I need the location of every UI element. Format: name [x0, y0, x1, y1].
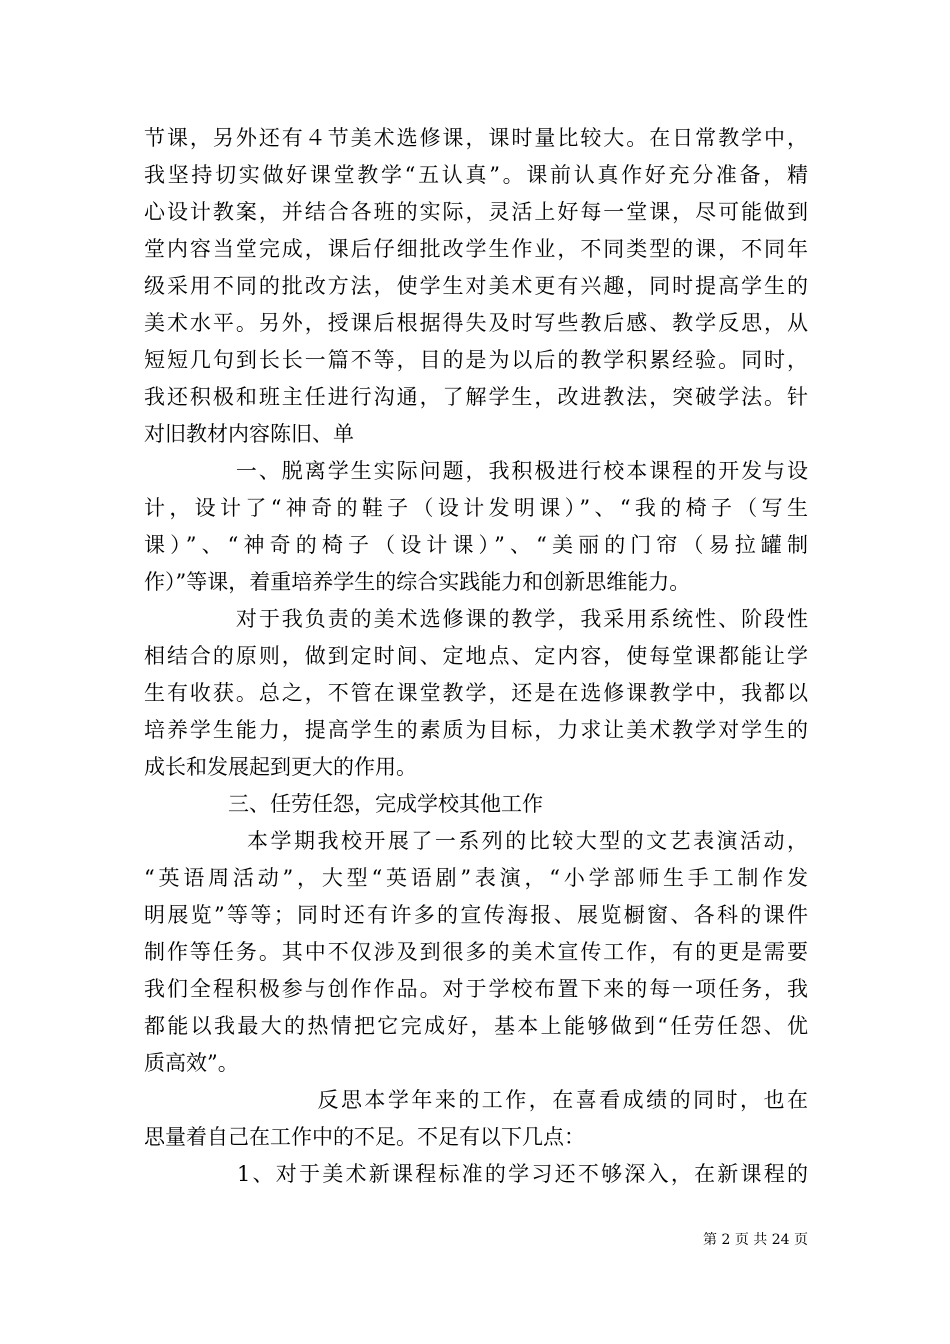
page-number-footer: 第 2 页 共 24 页 — [703, 1232, 808, 1248]
text-line: 我还积极和班主任进行沟通，了解学生，改进教法，突破学法。针 — [144, 385, 808, 409]
text-line: 对于我负责的美术选修课的教学，我采用系统性、阶段性 — [144, 607, 808, 631]
text-line: 都能以我最大的热情把它完成好，基本上能够做到“任劳任怨、优 — [144, 1014, 808, 1038]
section-heading-line: 三、任劳任怨，完成学校其他工作 — [144, 792, 543, 816]
text-line: 堂内容当堂完成，课后仔细批改学生作业，不同类型的课，不同年 — [144, 237, 808, 261]
text-line: 明展览”等等；同时还有许多的宣传海报、展览橱窗、各科的课件 — [144, 903, 808, 927]
section-heading-line: 一、脱离学生实际问题，我积极进行校本课程的开发与设 — [144, 459, 808, 483]
text-line: 作）”等课，着重培养学生的综合实践能力和创新思维能力。 — [144, 570, 691, 594]
text-line: 对旧教材内容陈旧、单 — [144, 422, 354, 446]
text-line: 节课，另外还有４节美术选修课，课时量比较大。在日常教学中， — [144, 126, 808, 150]
text-line: 短短几句到长长一篇不等，目的是为以后的教学积累经验。同时， — [144, 348, 808, 372]
text-line: 制作等任务。其中不仅涉及到很多的美术宣传工作，有的更是需要 — [144, 940, 808, 964]
text-line: 心设计教案，并结合各班的实际，灵活上好每一堂课，尽可能做到 — [144, 200, 808, 224]
text-line: 相结合的原则，做到定时间、定地点、定内容，使每堂课都能让学 — [144, 644, 808, 668]
text-line: 质高效”。 — [144, 1051, 239, 1075]
text-line: 反思本学年来的工作，在喜看成绩的同时，也在 — [144, 1088, 808, 1112]
text-line: 美术水平。另外，授课后根据得失及时写些教后感、教学反思，从 — [144, 311, 808, 335]
text-line: “英语周活动”，大型“英语剧”表演，“小学部师生手工制作发 — [144, 866, 808, 890]
text-line: 生有收获。总之，不管在课堂教学，还是在选修课教学中，我都以 — [144, 681, 808, 705]
text-line: 计，设计了“神奇的鞋子（设计发明课）”、“我的椅子（写生 — [144, 496, 808, 520]
text-line: 我们全程积极参与创作作品。对于学校布置下来的每一项任务，我 — [144, 977, 808, 1001]
text-line: 思量着自己在工作中的不足。不足有以下几点： — [144, 1125, 585, 1149]
text-line: 课）”、“神奇的椅子（设计课）”、“美丽的门帘（易拉罐制 — [144, 533, 808, 557]
text-line: 培养学生能力，提高学生的素质为目标，力求让美术教学对学生的 — [144, 718, 808, 742]
text-line: 我坚持切实做好课堂教学“五认真”。课前认真作好充分准备，精 — [144, 163, 808, 187]
text-line: 级采用不同的批改方法，使学生对美术更有兴趣，同时提高学生的 — [144, 274, 808, 298]
text-line: 1、对于美术新课程标准的学习还不够深入，在新课程的 — [144, 1162, 808, 1186]
text-line: 成长和发展起到更大的作用。 — [144, 755, 417, 779]
text-line: 本学期我校开展了一系列的比较大型的文艺表演活动， — [144, 829, 808, 853]
